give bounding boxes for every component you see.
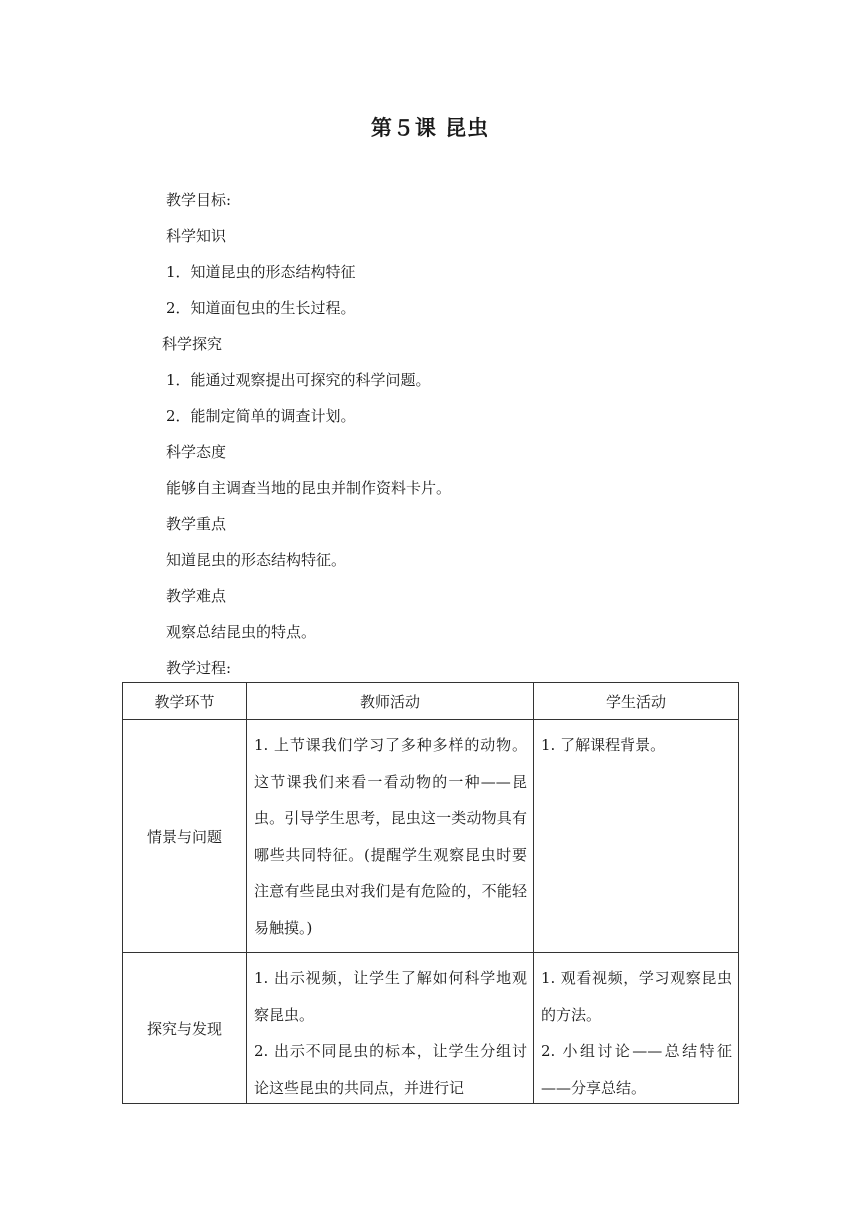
key-point-heading: 教学重点 (166, 515, 227, 533)
table-row (123, 953, 739, 1104)
teacher-activity-item-1: 1. 出示视频，让学生了解如何科学地观察昆虫。 (254, 969, 527, 1024)
student-activity-cell: 1. 了解课程背景。 (534, 720, 739, 953)
inquiry-item-1: 1．能通过观察提出可探究的科学问题。 (166, 371, 431, 389)
stage-cell: 情景与问题 (123, 720, 247, 953)
difficulty-heading: 教学难点 (166, 587, 227, 605)
objectives-heading: 教学目标: (166, 191, 232, 209)
inquiry-heading: 科学探究 (162, 335, 223, 353)
key-point-text: 知道昆虫的形态结构特征。 (166, 551, 347, 569)
student-activity-cell (534, 953, 739, 1104)
table-header-row (123, 683, 739, 720)
teaching-process-table (122, 682, 739, 1104)
teacher-activity-cell: 1. 上节课我们学习了多种多样的动物。这节课我们来看一看动物的一种——昆虫。引导学生思考，昆虫这一类动物具有哪些共同特征。(提醒学生观察昆虫时要注意有些昆虫对我们是有危险的，不能轻易触摸。) (247, 720, 534, 953)
teacher-activity-cell (247, 953, 534, 1104)
knowledge-item-2: 2．知道面包虫的生长过程。 (166, 299, 356, 317)
stage-cell: 探究与发现 (123, 953, 247, 1104)
inquiry-item-2: 2．能制定简单的调查计划。 (166, 407, 356, 425)
attitude-heading: 科学态度 (166, 443, 227, 461)
teacher-activity-item-2: 2. 出示不同昆虫的标本，让学生分组讨论这些昆虫的共同点，并进行记 (254, 1042, 527, 1097)
header-teacher: 教师活动 (247, 683, 534, 720)
table-row (123, 720, 739, 953)
page-title: 第５课 昆虫 (370, 116, 490, 140)
student-activity-item-2: 2. 小组讨论——总结特征——分享总结。 (541, 1042, 732, 1097)
process-heading: 教学过程: (166, 659, 232, 677)
header-student: 学生活动 (534, 683, 739, 720)
attitude-item-1: 能够自主调查当地的昆虫并制作资料卡片。 (166, 479, 452, 497)
student-activity-item-1: 1. 观看视频，学习观察昆虫的方法。 (541, 969, 732, 1024)
difficulty-text: 观察总结昆虫的特点。 (166, 623, 317, 641)
knowledge-item-1: 1．知道昆虫的形态结构特征 (166, 263, 356, 281)
header-stage: 教学环节 (123, 683, 247, 720)
knowledge-heading: 科学知识 (166, 227, 227, 245)
